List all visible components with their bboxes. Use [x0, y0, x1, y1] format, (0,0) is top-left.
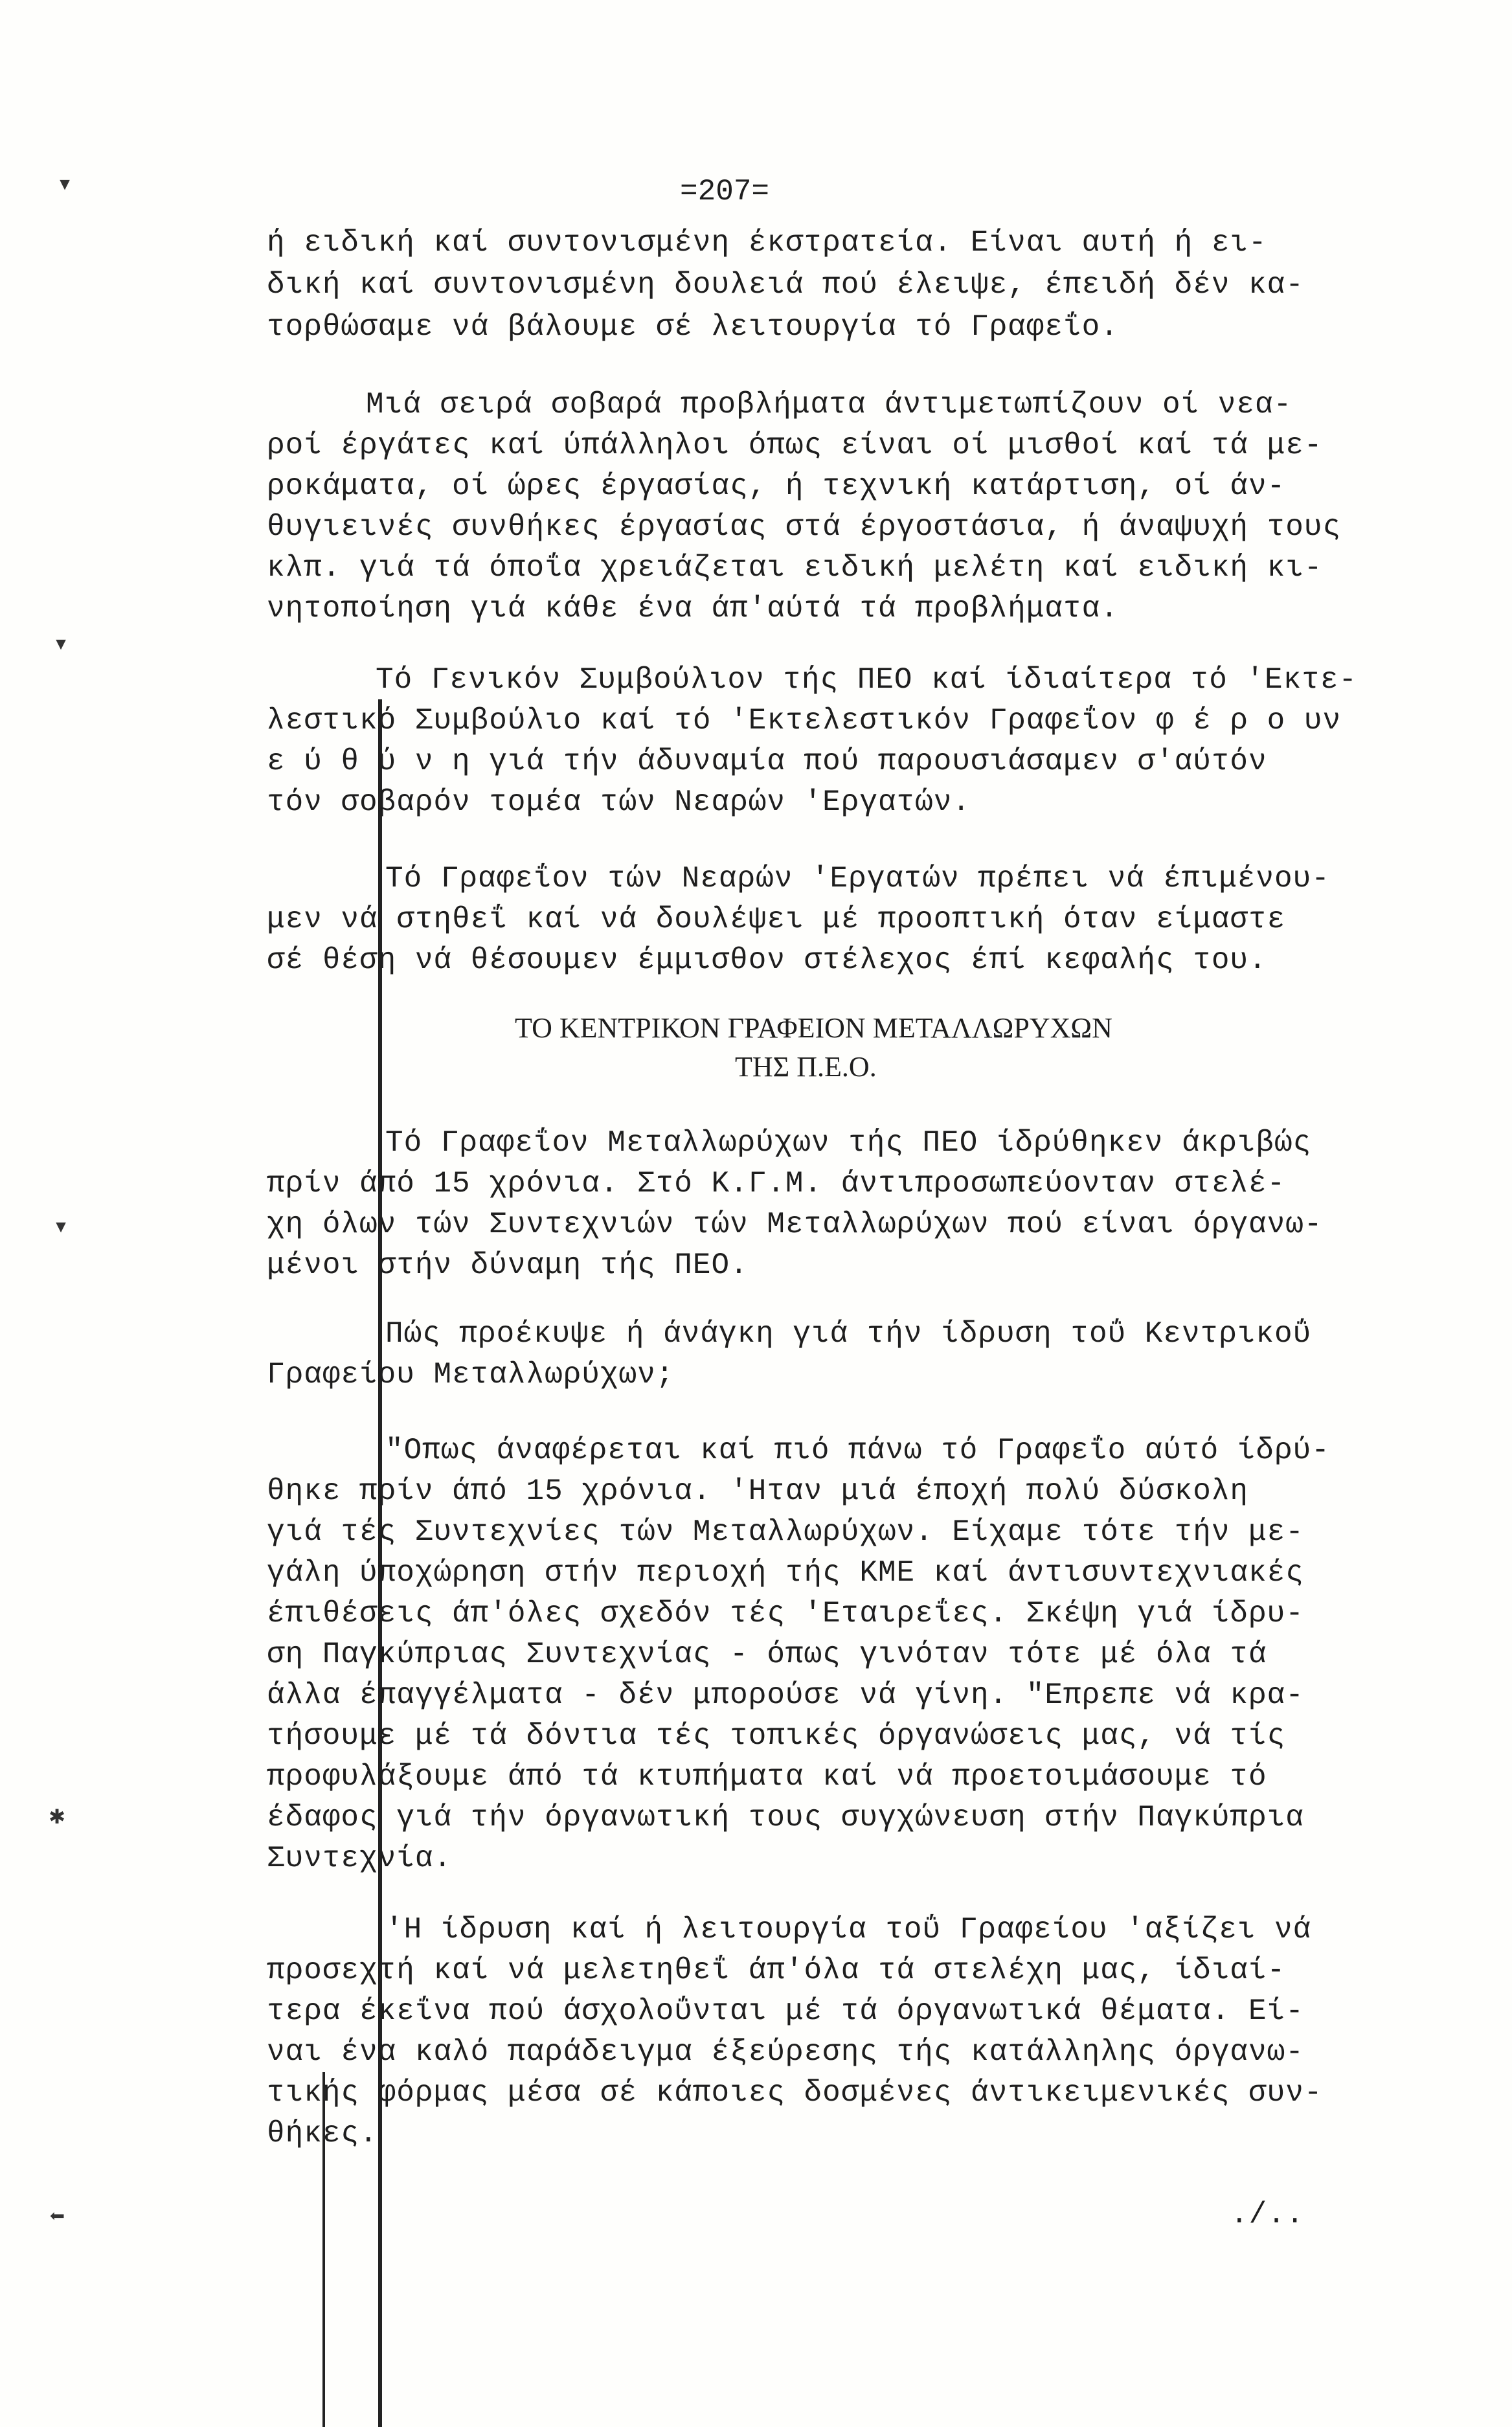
text-line: θυγιεινές συνθήκες έργασίας στά έργοστάσια, ή άναψυχή τους — [267, 510, 1342, 544]
text-line: δική καί συντονισμένη δουλειά πού έλειψε, έπειδή δέν κα- — [267, 268, 1304, 302]
text-line: ση Παγκύπριας Συντεχνίας - όπως γινόταν τότε μέ όλα τά — [267, 1638, 1267, 1671]
text-line: μεν νά στηθεΐ καί νά δουλέψει μέ προοπτική όταν είμαστε — [267, 903, 1286, 936]
text-line: 'Η ίδρυση καί ή λειτουργία τοΰ Γραφείου 'αξίζει νά — [385, 1913, 1312, 1947]
text-line: γιά τές Συντεχνίες τών Μεταλλωρύχων. Είχαμε τότε τήν με- — [267, 1515, 1304, 1549]
text-line: λεστικό Συμβούλιο καί τό 'Εκτελεστικόν Γραφεΐον φ έ ρ ο υν — [267, 704, 1342, 738]
page-number: =207= — [680, 175, 770, 209]
margin-mark: ⬅ — [49, 2204, 65, 2233]
text-line: Συντεχνία. — [267, 1842, 453, 1875]
text-line: τόν σοβαρόν τομέα τών Νεαρών 'Εργατών. — [267, 785, 971, 819]
text-line: Τό Γραφεΐον Μεταλλωρύχων τής ΠΕΟ ίδρύθηκεν άκριβώς — [385, 1126, 1312, 1160]
text-line: ε ύ θ ύ ν η γιά τήν άδυναμία πού παρουσιάσαμεν σ'αύτόν — [267, 745, 1267, 778]
text-line: σέ θέση νά θέσουμεν έμμισθον στέλεχος έπί κεφαλής του. — [267, 943, 1267, 977]
text-line: θηκε πρίν άπό 15 χρόνια. 'Ηταν μιά έποχή πολύ δύσκολη — [267, 1474, 1249, 1508]
margin-mark: ▾ — [53, 1214, 69, 1243]
margin-mark: ▾ — [57, 171, 73, 200]
text-line: τικής φόρμας μέσα σέ κάποιες δοσμένες άντικειμενικές συν- — [267, 2076, 1323, 2110]
section-heading: ΤΟ ΚΕΝΤΡΙΚΟΝ ΓΡΑΦΕΙΟΝ ΜΕΤΑΛΛΩΡΥΧΩΝ — [515, 1012, 1112, 1044]
text-line: έδαφος γιά τήν όργανωτική τους συγχώνευση στήν Παγκύπρια — [267, 1801, 1304, 1834]
margin-mark: ✱ — [49, 1803, 65, 1832]
text-line: νητοποίηση γιά κάθε ένα άπ'αύτά τά προβλήματα. — [267, 592, 1119, 626]
text-line: τήσουμε μέ τά δόντια τές τοπικές όργανώσεις μας, νά τίς — [267, 1719, 1286, 1753]
text-line: θήκες. — [267, 2117, 378, 2150]
text-line: ή ειδική καί συντονισμένη έκστρατεία. Είναι αυτή ή ει- — [267, 226, 1267, 260]
text-line: Πώς προέκυψε ή άνάγκη γιά τήν ίδρυση τοΰ Κεντρικοΰ — [385, 1317, 1312, 1351]
text-line: τερα έκεΐνα πού άσχολοΰνται μέ τά όργανωτικά θέματα. Εί- — [267, 1994, 1304, 2028]
text-line: Τό Γραφεΐον τών Νεαρών 'Εργατών πρέπει νά έπιμένου- — [385, 862, 1330, 896]
text-line: τορθώσαμε νά βάλουμε σέ λειτουργία τό Γραφεΐο. — [267, 310, 1119, 344]
text-line: γάλη ύποχώρηση στήν περιοχή τής ΚΜΕ καί άντισυντεχνιακές — [267, 1556, 1304, 1590]
text-line: Τό Γενικόν Συμβούλιον τής ΠΕΟ καί ίδιαίτερα τό 'Εκτε- — [376, 663, 1358, 697]
text-line: ροί έργάτες καί ύπάλληλοι όπως είναι οί μισθοί καί τά με- — [267, 429, 1323, 462]
text-line: μένοι στήν δύναμη τής ΠΕΟ. — [267, 1248, 749, 1282]
text-line: πρίν άπό 15 χρόνια. Στό Κ.Γ.Μ. άντιπροσωπεύονταν στελέ- — [267, 1167, 1286, 1201]
text-line: χη όλων τών Συντεχνιών τών Μεταλλωρύχων πού είναι όργανω- — [267, 1208, 1323, 1241]
text-line: έπιθέσεις άπ'όλες σχεδόν τές 'Εταιρεΐες. Σκέψη γιά ίδρυ- — [267, 1597, 1304, 1631]
text-line: Μιά σειρά σοβαρά προβλήματα άντιμετωπίζουν οί νεα- — [366, 388, 1292, 422]
text-line: άλλα έπαγγέλματα - δέν μπορούσε νά γίνη. "Επρεπε νά κρα- — [267, 1678, 1304, 1712]
margin-mark: ▾ — [53, 631, 69, 660]
section-heading-sub: ΤΗΣ Π.Ε.Ο. — [735, 1051, 877, 1083]
text-line: "Οπως άναφέρεται καί πιό πάνω τό Γραφεΐο αύτό ίδρύ- — [385, 1434, 1330, 1467]
text-line: προσεχτή καί νά μελετηθεΐ άπ'όλα τά στελέχη μας, ίδιαί- — [267, 1954, 1286, 1987]
text-line: κλπ. γιά τά όποΐα χρειάζεται ειδική μελέτη καί ειδική κι- — [267, 551, 1323, 585]
text-line: προφυλάξουμε άπό τά κτυπήματα καί νά προετοιμάσουμε τό — [267, 1760, 1267, 1794]
text-line: ναι ένα καλό παράδειγμα έξεύρεσης τής κατάλληλης όργανω- — [267, 2035, 1304, 2069]
text-line: ροκάματα, οί ώρες έργασίας, ή τεχνική κατάρτιση, οί άν- — [267, 469, 1286, 503]
continuation-mark: ./.. — [1230, 2198, 1305, 2231]
text-line: Γραφείου Μεταλλωρύχων; — [267, 1358, 675, 1392]
